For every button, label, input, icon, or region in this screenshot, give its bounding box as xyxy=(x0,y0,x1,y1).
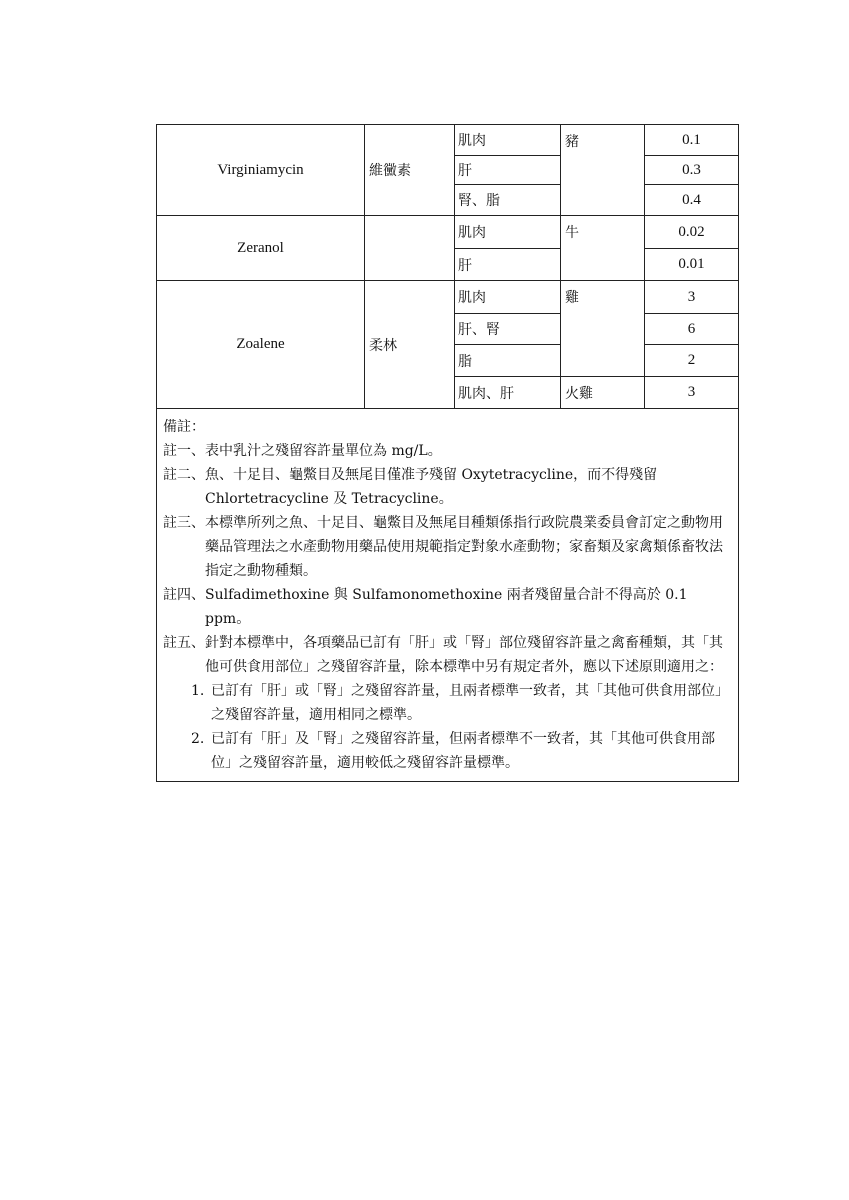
note-item xyxy=(163,439,734,463)
note-label: 註四、 xyxy=(163,587,205,603)
tissue-cell: 肌肉、肝 xyxy=(455,377,561,409)
note-text: Sulfadimethoxine 與 Sulfamonomethoxine 兩者殘留量合計不得高於 0.1 ppm。 xyxy=(205,587,688,627)
tolerance-value-cell: 0.3 xyxy=(645,156,739,185)
note-label: 註五、 xyxy=(163,635,205,651)
note-text: 針對本標準中，各項藥品已訂有「肝」或「腎」部位殘留容許量之禽畜種類，其「其他可供食用部位」之殘留容許量，除本標準中另有規定者外，應以下述原則適用之： xyxy=(205,635,723,675)
tissue-cell: 腎、脂 xyxy=(455,185,561,216)
tolerance-value-cell: 0.1 xyxy=(645,125,739,156)
note-subitem xyxy=(191,679,734,727)
species-cell: 雞 xyxy=(561,281,645,377)
notes-row xyxy=(157,409,739,782)
note-text: 本標準所列之魚、十足目、龜鱉目及無尾目種類係指行政院農業委員會訂定之動物用藥品管理法之水產動物用藥品使用規範指定對象水產動物；家畜類及家禽類係畜牧法指定之動物種類。 xyxy=(205,515,723,579)
tissue-cell: 肝 xyxy=(455,249,561,281)
subitem-text: 已訂有「肝」及「腎」之殘留容許量，但兩者標準不一致者，其「其他可供食用部位」之殘留容許量，適用較低之殘留容許量標準。 xyxy=(211,731,715,771)
tissue-cell: 肝、腎 xyxy=(455,314,561,345)
tolerance-value-cell: 0.02 xyxy=(645,216,739,249)
drug-name-cell: Virginiamycin xyxy=(157,125,365,216)
note-label: 註三、 xyxy=(163,515,205,531)
note-text: 表中乳汁之殘留容許量單位為 mg/L。 xyxy=(205,443,442,459)
species-cell: 火雞 xyxy=(561,377,645,409)
chinese-name-cell xyxy=(365,216,455,281)
tissue-cell: 肌肉 xyxy=(455,216,561,249)
table-row xyxy=(157,216,739,249)
chinese-name-cell: 維黴素 xyxy=(365,125,455,216)
tissue-cell: 肌肉 xyxy=(455,125,561,156)
species-cell: 牛 xyxy=(561,216,645,281)
species-cell: 豬 xyxy=(561,125,645,216)
subitem-number: 1. xyxy=(191,683,205,699)
table-row xyxy=(157,281,739,314)
note-subitem xyxy=(191,727,734,775)
tolerance-value-cell: 0.4 xyxy=(645,185,739,216)
note-label: 註二、 xyxy=(163,467,205,483)
tolerance-value-cell: 0.01 xyxy=(645,249,739,281)
note-label: 註一、 xyxy=(163,443,205,459)
note-text: 魚、十足目、龜鱉目及無尾目僅准予殘留 Oxytetracycline，而不得殘留 Chlortetracycline 及 Tetracycline。 xyxy=(205,467,658,507)
notes-cell xyxy=(157,409,739,782)
tolerance-value-cell: 2 xyxy=(645,345,739,377)
notes-title: 備註： xyxy=(163,419,205,435)
tolerance-value-cell: 6 xyxy=(645,314,739,345)
tolerance-value-cell: 3 xyxy=(645,281,739,314)
subitem-text: 已訂有「肝」或「腎」之殘留容許量，且兩者標準一致者，其「其他可供食用部位」之殘留容許量，適用相同之標準。 xyxy=(211,683,729,723)
drug-name-cell: Zoalene xyxy=(157,281,365,409)
note-item xyxy=(163,463,734,511)
note-item xyxy=(163,511,734,583)
chinese-name-cell: 柔林 xyxy=(365,281,455,409)
tissue-cell: 肝 xyxy=(455,156,561,185)
note-item xyxy=(163,583,734,631)
tolerance-value-cell: 3 xyxy=(645,377,739,409)
table-row xyxy=(157,125,739,156)
drug-name-cell: Zeranol xyxy=(157,216,365,281)
note-item xyxy=(163,631,734,679)
subitem-number: 2. xyxy=(191,731,205,747)
tissue-cell: 脂 xyxy=(455,345,561,377)
tissue-cell: 肌肉 xyxy=(455,281,561,314)
residue-table xyxy=(156,124,739,782)
